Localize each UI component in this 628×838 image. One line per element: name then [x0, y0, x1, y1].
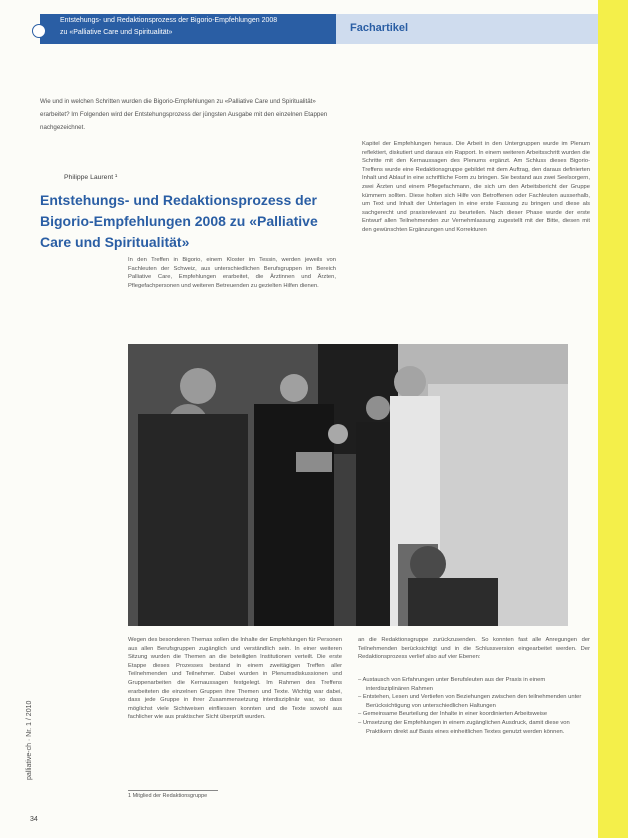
journal-credit: palliative-ch · Nr. 1 / 2010: [26, 700, 33, 780]
right-column-top-text: Kapitel der Empfehlungen heraus. Die Arbeit in den Untergruppen wurde im Plenum reflektiert, diskutiert und daraus ein Rapport. In einem weiteren Arbeitsschritt wurden die Schritte mit den Kernaussagen des Plenums ergänzt. Am Schluss dieses Bigorio-Treffens wurde eine Redaktionsgruppe gebildet mit dem Auftrag, den daraus definierten Inhalt und Ablauf in eine schriftliche Form zu bringen. Sie bestand aus zwei Seelsorgern, zwei Ärzten und einem Pflegefachmann, die sich um den Arbeitsbericht der Gruppe kümmern sollten. Diese holten sich Hilfe von Betroffenen oder Fachleuten ausserhalb, um Text und Inhalt der Unterlagen in eine erste Fassung zu bringen und diese als sachgerecht und praxisrelevant zu beurteilen. Nach dieser Phase wurde der erste Entwurf allen Teilnehmenden zur Vernehmlassung zugestellt mit der Bitte, diesen mit den gewünschten Ergänzungen und Korrekturen: [362, 141, 590, 233]
header-title-line-2: zu «Palliative Care und Spiritualität»: [60, 29, 173, 36]
yellow-margin-bar: [598, 0, 628, 838]
bullet-item: – Entstehen, Lesen und Vertiefen von Beziehungen zwischen den teilnehmenden unter Berücksichtigung von unterschiedlichen Haltungen: [358, 694, 582, 709]
bullet-item: – Austausch von Erfahrungen unter Berufsleuten aus der Praxis in einem interdisziplinären Rahmen: [358, 677, 546, 692]
right-column-bottom-text: an die Redaktionsgruppe zurückzusenden. So konnten fast alle Anregungen der Teilnehmenden berücksichtigt und in die Schlussversion eingearbeitet werden. Der Redaktionsprozess verlief also auf vier Ebenen:: [358, 637, 590, 661]
intro-paragraph: In den Treffen in Bigorio, einem Kloster im Tessin, werden jeweils von Fachleuten der Schweiz, aus unterschiedlichen Berufsgruppen im Bereich Palliative Care, Empfehlungen erarbeitet, die Ärztinnen und Ärzten, Pflegefachpersonen und weiteren Betreuenden zu gezielten Hilfen dienen.: [128, 257, 336, 289]
page-number: 34: [30, 816, 38, 823]
footnote-divider: [128, 790, 218, 791]
section-label: Fachartikel: [350, 22, 409, 34]
group-photo: [128, 344, 568, 626]
author-name: Philippe Laurent ¹: [64, 174, 118, 181]
left-column-bottom-text: Wegen des besonderen Themas sollen die Inhalte der Empfehlungen für Personen aus allen Berufsgruppen zugänglich und verständlich sein. In einer weiteren Sitzung wurden die Themen an die beteiligten Institutionen verteilt. Die erste Etappe dieses Prozesses bestand in einem zweitägigen Treffen aller Teilnehmenden und Teilnehmer. Dabei wurden in Plenumsdiskussionen und Gruppenarbeiten die Kernaussagen festgelegt. Im Rahmen des Treffens erarbeiteten die einzelnen Gruppen ihre Themen und Texte. Wichtig war dabei, dass jede Gruppe in ihrer Zusammensetzung interdisziplinär war, so dass möglichst viele Sichtweisen einfliessen konnten und die Texte sowohl aus fachlicher wie aus praktischer Sicht überprüft wurden.: [128, 637, 342, 721]
lead-paragraph: Wie und in welchen Schritten wurden die Bigorio-Empfehlungen zu «Palliative Care und Spiritualität» erarbeitet? Im Folgenden wird der Entstehungsprozess der jüngsten Ausgabe mit den einzelnen Etappen nachgezeichnet.: [40, 98, 328, 131]
bullet-list: [358, 676, 590, 736]
bullet-item: – Umsetzung der Empfehlungen in einem zugänglichen Ausdruck, damit diese von Praktikern direkt auf Basis eines einheitlichen Textes genutzt werden können.: [358, 719, 570, 735]
header-title-line-1: Entstehungs- und Redaktionsprozess der Bigorio-Empfehlungen 2008: [60, 17, 278, 24]
bullet-item: – Gemeinsame Beurteilung der Inhalte in einer koordinierten Arbeitsweise: [358, 711, 548, 718]
header-bullet-icon: [32, 24, 46, 38]
group-photo-image: [128, 344, 568, 626]
footnote: 1 Mitglied der Redaktionsgruppe: [128, 793, 208, 799]
article-title: Entstehungs- und Redaktionsprozess der Bigorio-Empfehlungen 2008 zu «Palliative Care und Spiritualität»: [40, 192, 318, 250]
